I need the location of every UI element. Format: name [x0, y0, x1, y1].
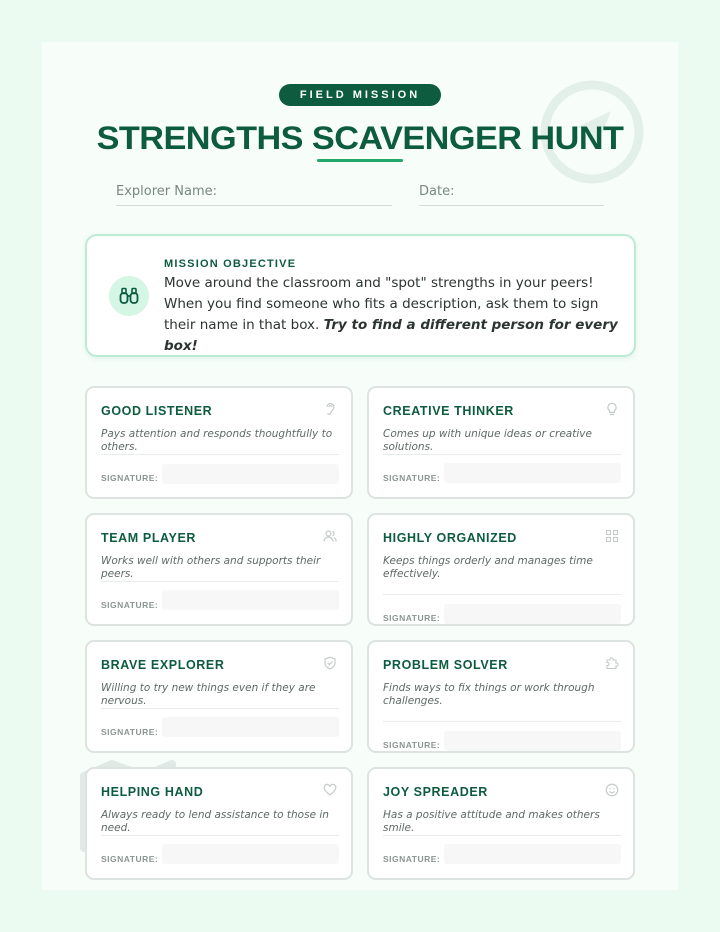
objective-text: [164, 273, 620, 357]
strength-card-highly-organized: [367, 513, 635, 626]
smile-icon: [605, 783, 619, 797]
card-divider: [101, 581, 339, 582]
date-label: Date:: [419, 184, 455, 199]
mission-objective-box: [85, 234, 636, 357]
title-underline: [317, 159, 403, 162]
card-description: Willing to try new things even if they are nervous.: [101, 682, 316, 707]
grid-icon: [605, 529, 619, 543]
signature-label: SIGNATURE:: [383, 740, 441, 750]
card-title: TEAM PLAYER: [101, 531, 197, 545]
signature-field[interactable]: [162, 717, 339, 737]
signature-field[interactable]: [444, 731, 621, 751]
objective-emphasis: Try to find a different person for every box!: [164, 317, 618, 354]
signature-field[interactable]: [444, 844, 621, 864]
date-field[interactable]: [419, 184, 604, 206]
card-divider: [383, 454, 621, 455]
strength-card-brave-explorer: [85, 640, 353, 753]
signature-label: SIGNATURE:: [101, 473, 159, 483]
card-description: Finds ways to fix things or work through challenges.: [383, 682, 595, 707]
signature-field[interactable]: [162, 464, 339, 484]
lightbulb-icon: [605, 402, 619, 416]
card-divider: [383, 594, 621, 595]
card-title: GOOD LISTENER: [101, 404, 213, 418]
worksheet-page: [42, 42, 678, 890]
card-description: Always ready to lend assistance to those in need.: [101, 809, 329, 834]
card-divider: [101, 835, 339, 836]
card-title: BRAVE EXPLORER: [101, 658, 225, 672]
card-description: Works well with others and supports their peers.: [101, 555, 321, 580]
strength-card-team-player: [85, 513, 353, 626]
puzzle-icon: [605, 656, 619, 670]
field-mission-badge: FIELD MISSION: [279, 84, 441, 106]
signature-label: SIGNATURE:: [383, 613, 441, 623]
objective-heading: MISSION OBJECTIVE: [164, 258, 297, 270]
signature-label: SIGNATURE:: [101, 727, 159, 737]
binoculars-icon: [109, 276, 149, 316]
page-title: STRENGTHS SCAVENGER HUNT: [96, 120, 624, 156]
signature-label: SIGNATURE:: [101, 854, 159, 864]
card-title: JOY SPREADER: [383, 785, 488, 799]
objective-body: Move around the classroom and "spot" strengths in your peers! When you find someone who fits a description, ask them to sign their name in that box.: [164, 275, 599, 333]
card-title: CREATIVE THINKER: [383, 404, 514, 418]
strength-card-helping-hand: [85, 767, 353, 880]
ear-icon: [323, 402, 337, 416]
explorer-name-field[interactable]: [116, 184, 392, 206]
signature-field[interactable]: [162, 590, 339, 610]
card-title: HELPING HAND: [101, 785, 204, 799]
strength-card-good-listener: [85, 386, 353, 499]
strength-card-joy-spreader: [367, 767, 635, 880]
card-title: HIGHLY ORGANIZED: [383, 531, 517, 545]
users-icon: [323, 529, 337, 543]
card-divider: [101, 708, 339, 709]
card-divider: [383, 721, 621, 722]
card-description: Comes up with unique ideas or creative solutions.: [383, 428, 592, 453]
card-description: Has a positive attitude and makes others smile.: [383, 809, 600, 834]
shield-icon: [323, 656, 337, 670]
card-description: Keeps things orderly and manages time effectively.: [383, 555, 593, 580]
heart-icon: [323, 783, 337, 797]
signature-field[interactable]: [444, 604, 621, 624]
card-title: PROBLEM SOLVER: [383, 658, 508, 672]
explorer-name-label: Explorer Name:: [116, 184, 217, 199]
signature-label: SIGNATURE:: [383, 473, 441, 483]
card-divider: [101, 454, 339, 455]
card-divider: [383, 835, 621, 836]
strength-card-problem-solver: [367, 640, 635, 753]
signature-field[interactable]: [162, 844, 339, 864]
signature-label: SIGNATURE:: [383, 854, 441, 864]
signature-field[interactable]: [444, 463, 621, 483]
signature-label: SIGNATURE:: [101, 600, 159, 610]
strength-card-creative-thinker: [367, 386, 635, 499]
card-description: Pays attention and responds thoughtfully to others.: [101, 428, 333, 453]
